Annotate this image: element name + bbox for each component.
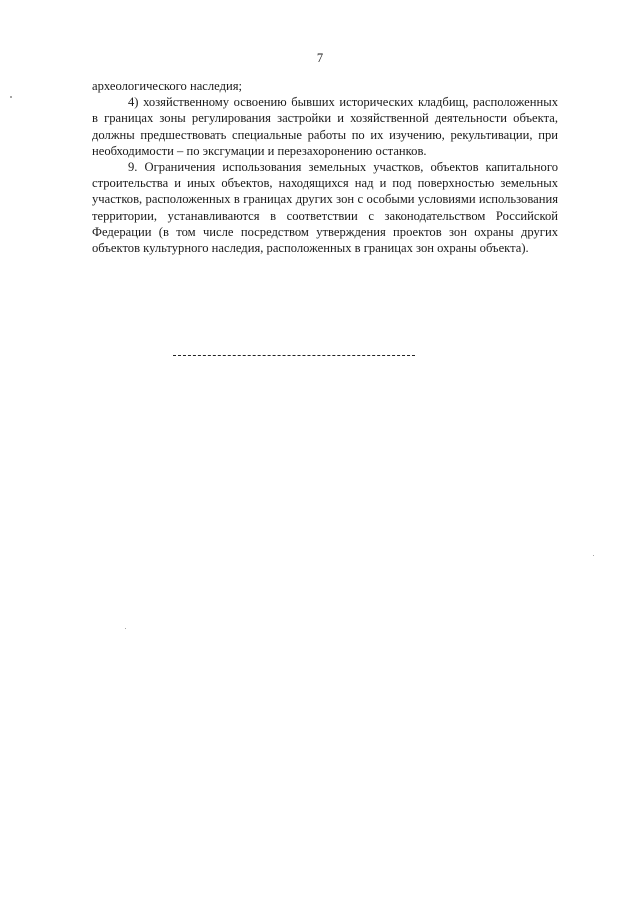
scan-speck — [125, 628, 126, 629]
end-separator-line — [173, 355, 415, 356]
scan-speck — [10, 96, 12, 98]
page-number: 7 — [316, 51, 324, 65]
scan-speck — [593, 555, 594, 556]
document-body — [92, 78, 558, 256]
paragraph-continuation: археологического наследия; — [92, 79, 243, 93]
paragraph-item-4: 4) хозяйственному освоению бывших исторических кладбищ, расположенных в границах зоны регулирования застройки и хозяйственной деятельности объекта, должны предшествовать специальные работы по их изучению, рекультивации, при необходимости – по эксгумации и перезахоронению останков. — [92, 95, 558, 158]
paragraph-item-9: 9. Ограничения использования земельных участков, объектов капитального строительства и иных объектов, находящихся над и под поверхностью земельных участков, расположенных в границах других зон с особыми условиями использования территории, устанавливаются в соответствии с законодательством Российской Федерации (в том числе посредством утверждения проектов зон охраны других объектов культурного наследия, расположенных в границах зон охраны объекта). — [92, 160, 558, 256]
